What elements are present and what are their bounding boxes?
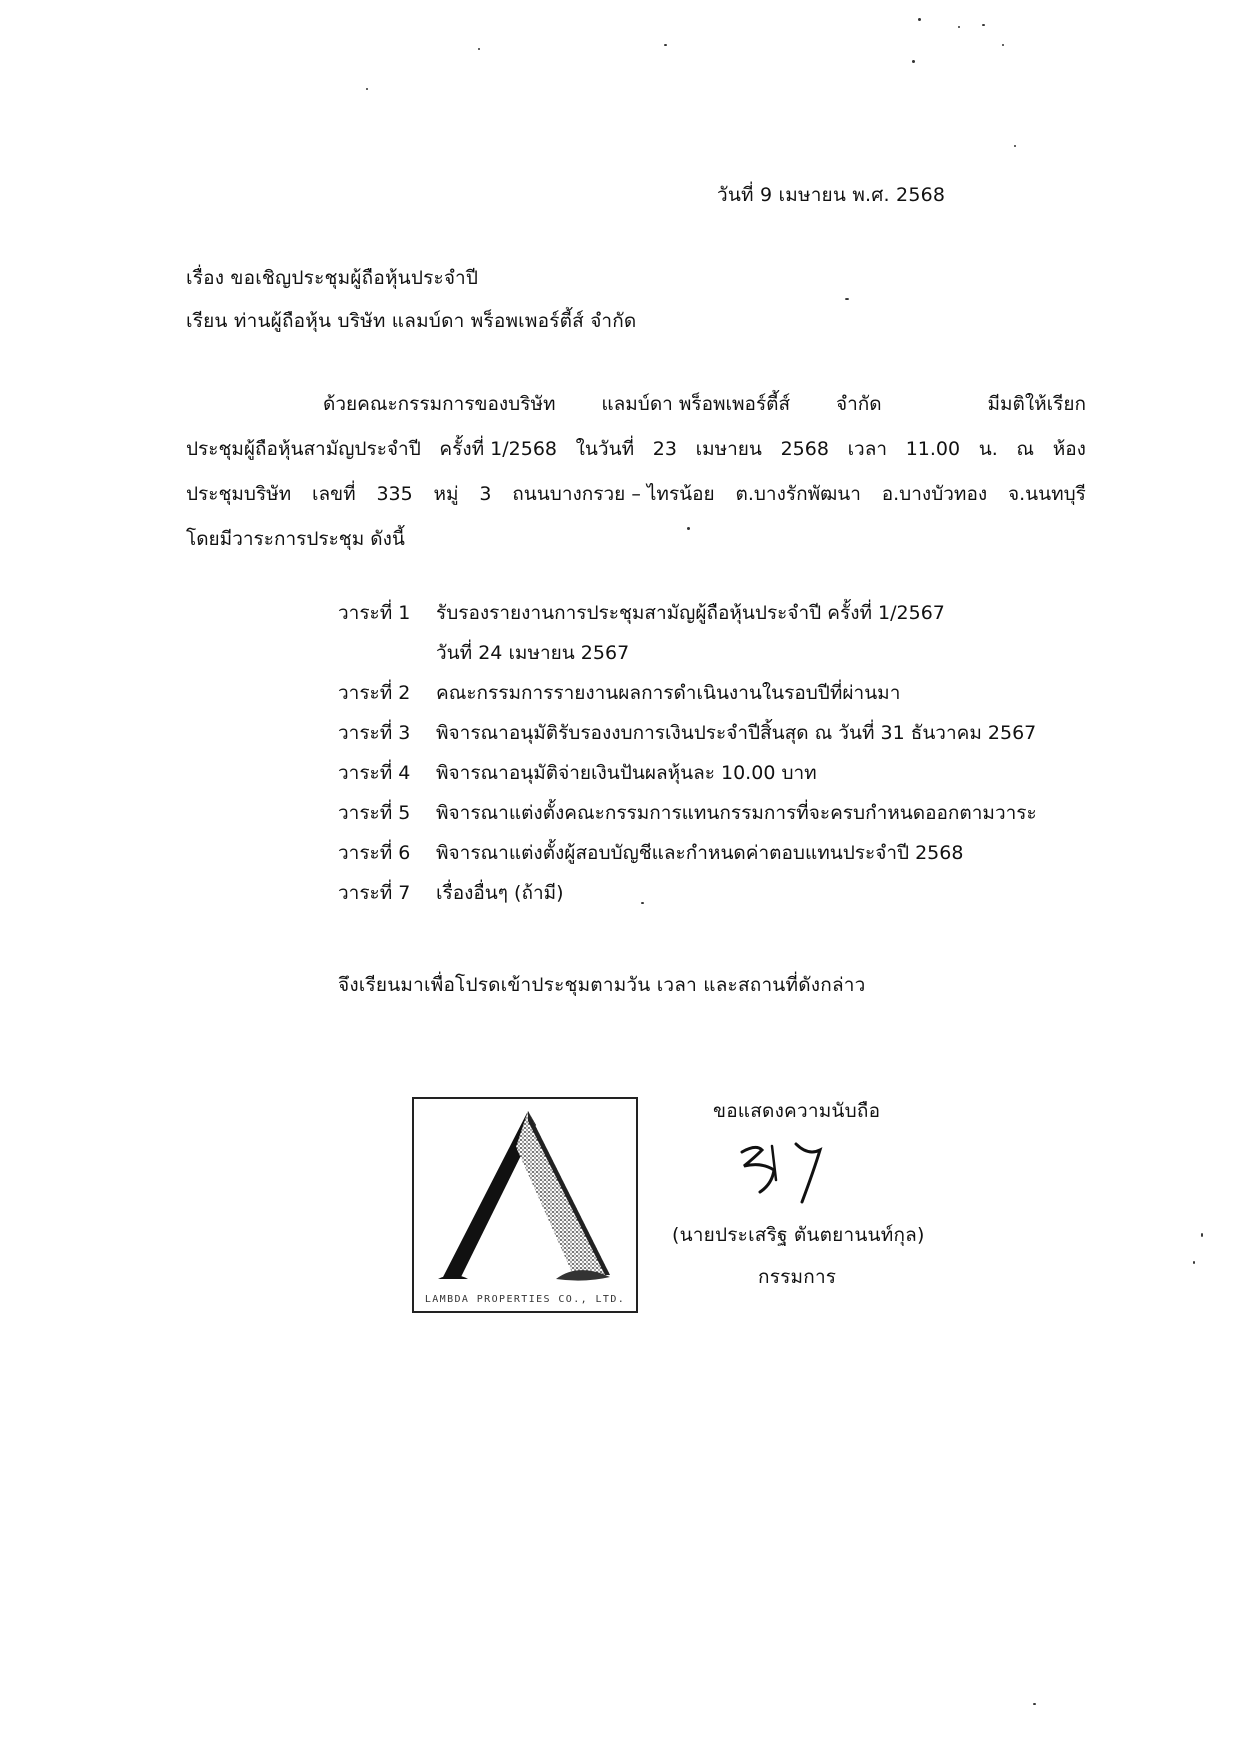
body-line-4 xyxy=(186,517,1086,562)
body-text: มีมติให้เรียก xyxy=(987,393,1086,415)
body-text: โดยมีวาระการประชุม ดังนี้ xyxy=(186,528,405,550)
body-text: แลมบ์ดา พร็อพเพอร์ตี้ส์ xyxy=(601,393,791,415)
body-text: ประชุมบริษัท xyxy=(186,483,292,505)
scan-speck xyxy=(1201,1233,1203,1237)
signatory-position: กรรมการ xyxy=(758,1266,837,1288)
body-text: 23 xyxy=(652,438,677,460)
scan-speck xyxy=(366,88,368,90)
scan-speck xyxy=(664,44,667,46)
signatory-name: (นายประเสริฐ ตันตยานนท์กุล) xyxy=(672,1224,925,1246)
agenda-label: วาระที่ 3 xyxy=(338,722,411,744)
body-text: 2568 xyxy=(780,438,829,460)
agenda-text: รับรองรายงานการประชุมสามัญผู้ถือหุ้นประจำปี ครั้งที่ 1/2567 xyxy=(436,602,945,624)
body-line-1 xyxy=(186,382,1086,427)
scan-speck xyxy=(912,60,915,63)
body-line-3 xyxy=(186,472,1086,517)
scan-speck xyxy=(478,48,480,50)
scan-speck xyxy=(1033,1703,1036,1705)
body-text: จ.นนทบุรี xyxy=(1007,483,1086,505)
scan-speck xyxy=(1014,145,1016,147)
body-text: หมู่ xyxy=(433,483,459,505)
body-text: ประชุมผู้ถือหุ้นสามัญประจำปี xyxy=(186,438,421,460)
body-text: 11.00 xyxy=(905,438,961,460)
lambda-logo-icon xyxy=(424,1107,628,1287)
body-text: ในวันที่ xyxy=(575,438,635,460)
agenda-text: พิจารณาอนุมัติจ่ายเงินปันผลหุ้นละ 10.00 บาท xyxy=(436,762,817,784)
scan-speck xyxy=(1193,1261,1195,1264)
agenda-label: วาระที่ 7 xyxy=(338,882,411,904)
body-text: 3 xyxy=(479,483,492,505)
agenda-list xyxy=(338,593,1037,913)
agenda-item xyxy=(338,713,1037,753)
agenda-text: เรื่องอื่นๆ (ถ้ามี) xyxy=(436,882,564,904)
body-text: เวลา xyxy=(847,438,888,460)
body-paragraph xyxy=(186,382,1086,562)
body-text: เมษายน xyxy=(695,438,762,460)
body-text: 335 xyxy=(376,483,413,505)
letter-date: วันที่ 9 เมษายน พ.ศ. 2568 xyxy=(717,184,946,206)
agenda-item xyxy=(338,593,1037,633)
logo-caption: LAMBDA PROPERTIES CO., LTD. xyxy=(424,1294,626,1305)
scan-speck xyxy=(982,24,985,26)
company-logo xyxy=(412,1097,638,1313)
body-text: ต.บางรักพัฒนา xyxy=(735,483,861,505)
agenda-item xyxy=(338,753,1037,793)
body-text: อ.บางบัวทอง xyxy=(881,483,988,505)
agenda-text: พิจารณาอนุมัติรับรองงบการเงินประจำปีสิ้นสุด ณ วันที่ 31 ธันวาคม 2567 xyxy=(436,722,1037,744)
agenda-item xyxy=(338,833,1037,873)
agenda-item xyxy=(338,793,1037,833)
body-text: จำกัด xyxy=(835,393,882,415)
scan-speck xyxy=(958,26,960,28)
agenda-label: วาระที่ 4 xyxy=(338,762,411,784)
letter-recipient: เรียน ท่านผู้ถือหุ้น บริษัท แลมบ์ดา พร็อพเพอร์ตี้ส์ จำกัด xyxy=(186,310,637,332)
agenda-label: วาระที่ 5 xyxy=(338,802,411,824)
closing-line: จึงเรียนมาเพื่อโปรดเข้าประชุมตามวัน เวลา และสถานที่ดังกล่าว xyxy=(338,974,866,996)
agenda-label: วาระที่ 2 xyxy=(338,682,411,704)
closing-regards: ขอแสดงความนับถือ xyxy=(713,1100,881,1122)
body-text: น. xyxy=(978,438,998,460)
agenda-label: วาระที่ 1 xyxy=(338,602,411,624)
scan-speck xyxy=(1002,44,1004,46)
body-line-2 xyxy=(186,427,1086,472)
handwritten-signature-icon xyxy=(736,1140,856,1210)
agenda-text: คณะกรรมการรายงานผลการดำเนินงานในรอบปีที่ผ่านมา xyxy=(436,682,901,704)
body-text: ณ xyxy=(1016,438,1035,460)
letter-subject: เรื่อง ขอเชิญประชุมผู้ถือหุ้นประจำปี xyxy=(186,267,479,289)
body-text: ด้วยคณะกรรมการของบริษัท xyxy=(323,393,556,415)
agenda-label: วาระที่ 6 xyxy=(338,842,411,864)
agenda-item xyxy=(338,673,1037,713)
body-text: เลขที่ xyxy=(312,483,356,505)
agenda-text: พิจารณาแต่งตั้งคณะกรรมการแทนกรรมการที่จะครบกำหนดออกตามวาระ xyxy=(436,802,1037,824)
agenda-text: พิจารณาแต่งตั้งผู้สอบบัญชีและกำหนดค่าตอบแทนประจำปี 2568 xyxy=(436,842,964,864)
body-text: ครั้งที่ 1/2568 xyxy=(439,438,558,460)
scan-speck xyxy=(845,298,849,300)
agenda-continuation: วันที่ 24 เมษายน 2567 xyxy=(436,642,630,664)
body-text: ถนนบางกรวย – ไทรน้อย xyxy=(512,483,715,505)
scan-speck xyxy=(918,18,921,21)
agenda-item xyxy=(338,873,1037,913)
body-text: ห้อง xyxy=(1052,438,1086,460)
